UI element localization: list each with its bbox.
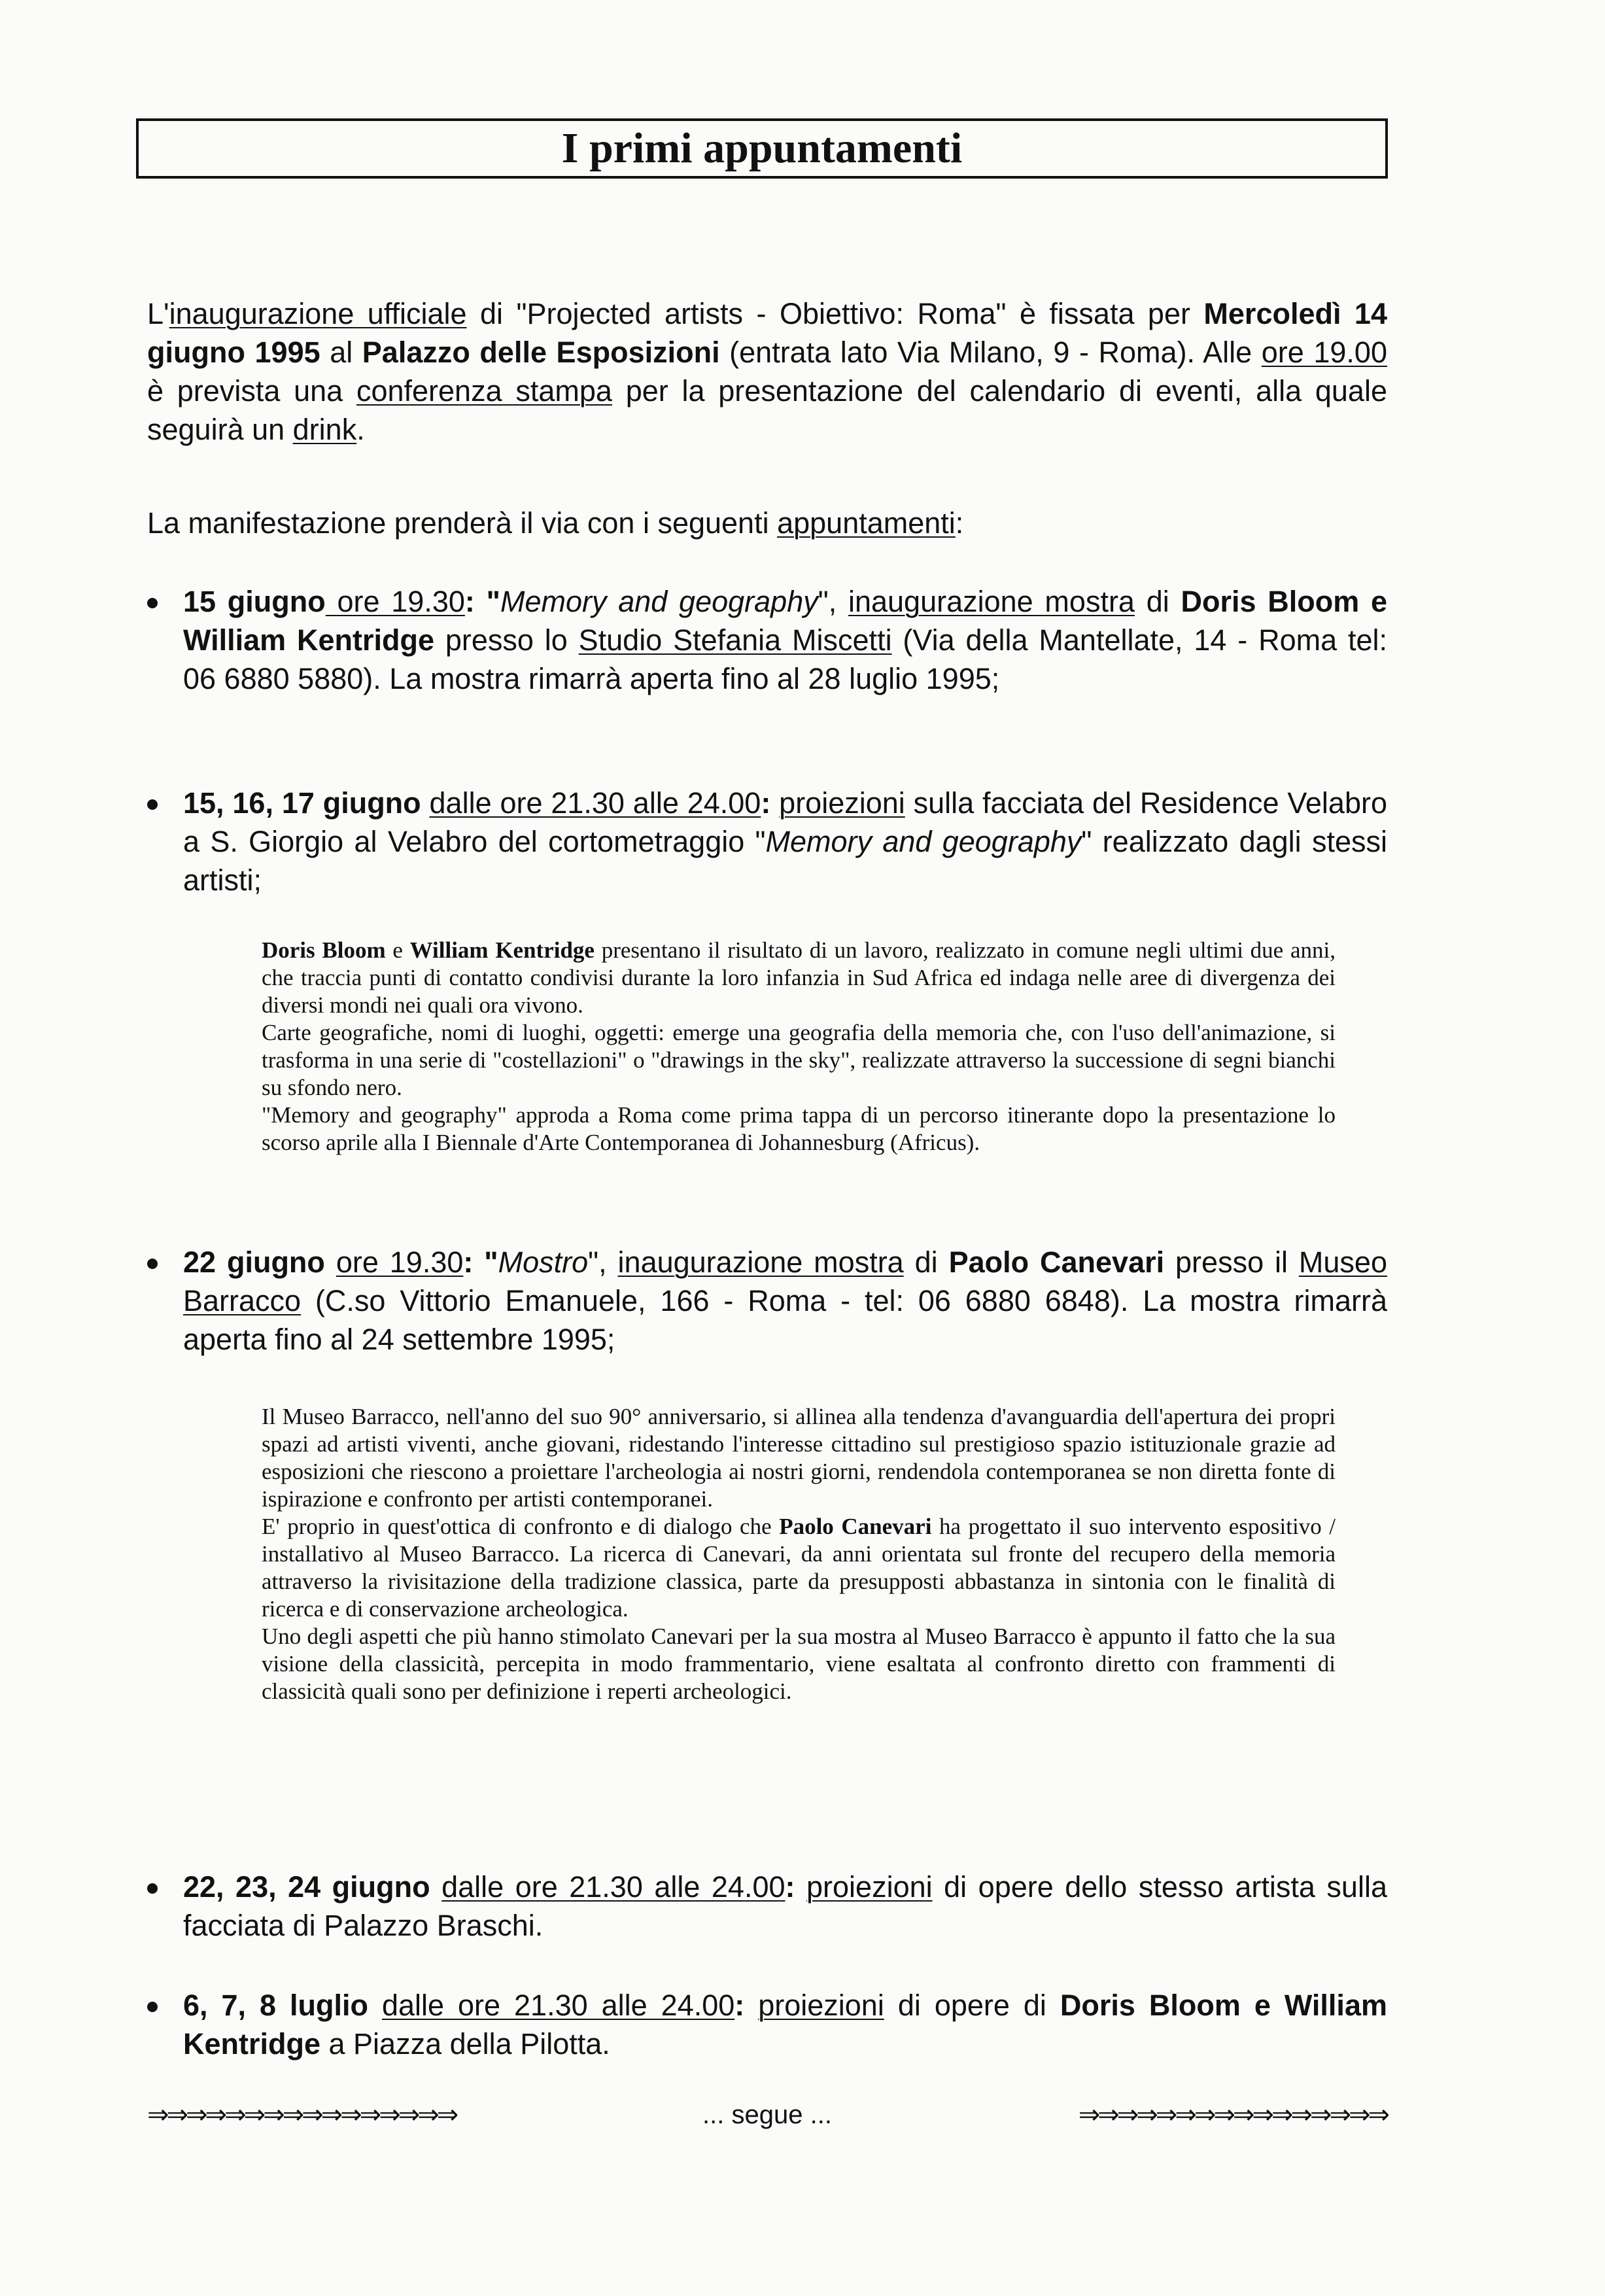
event-title: Memory and geography [500,585,818,618]
bullet-dot [147,2002,158,2012]
event-text: : " [464,585,500,618]
event-underline: proiezioni [758,1989,884,2022]
event-item [147,1986,1387,2063]
event-text: a Piazza della Pilotta. [320,2027,610,2061]
continue-label: ... segue ... [702,2100,832,2129]
event-text: presso il [1164,1245,1299,1279]
event-text: : " [463,1245,498,1279]
bullet-dot [147,799,158,810]
event-venue: Museo Barracco [183,1245,1387,1317]
event-time: dalle ore 21.30 alle 24.00 [429,786,761,820]
intro-time: ore 19.00 [1261,336,1387,369]
footer-continue [147,2100,1387,2130]
note-text: presentano il risultato di un lavoro, realizzato in comune negli ultimi due anni, che traccia punti di contatto condivisi durante la loro infanzia in Sud Africa ed indaga nelle aree di divergenza dei diversi mondi nei quali ora vivono. [262,937,1336,1018]
intro-underline-inauguration: inaugurazione ufficiale [169,297,467,330]
note-paragraph: Uno degli aspetti che più hanno stimolato Canevari per la sua mostra al Museo Barracco è appunto il fatto che la sua visione della classicità, percepita in modo frammentario, viene esaltata al confronto diretto con frammenti di classicità quali sono per definizione i reperti archeologici. [262,1624,1336,1704]
bullet-dot [147,598,158,608]
event-text: di opere dello stesso artista sulla facciata di Palazzo Braschi. [183,1870,1387,1942]
intro-venue: Palazzo delle Esposizioni [362,336,720,369]
event-item [147,1243,1387,1359]
event-underline: proiezioni [779,786,905,820]
event-artists: Doris Bloom e William Kentridge [183,585,1388,657]
arrows-right: ⇒⇒⇒⇒⇒⇒⇒⇒⇒⇒⇒⇒⇒⇒⇒⇒ [1078,2100,1387,2129]
intro-date: Mercoledì 14 giugno 1995 [147,297,1387,369]
event-date: 15, 16, 17 giugno [183,786,421,820]
event-text: sulla facciata del Residence Velabro a S. Giorgio al Velabro del cortometraggio " [183,786,1387,858]
title-box [136,118,1388,179]
intro-text: al [320,336,362,369]
intro-text: è prevista una [147,374,356,408]
event-text: : [734,1989,759,2022]
intro-paragraph [147,294,1387,449]
event-text: : [761,786,780,820]
page-title: I primi appuntamenti [561,124,963,172]
event-time: dalle ore 21.30 alle 24.00 [441,1870,785,1904]
event-text: " realizzato dagli stessi artisti; [183,825,1387,897]
note-text: E' proprio in quest'ottica di confronto e di dialogo che [262,1514,780,1539]
event-text: ", [818,585,848,618]
bullet-dot [147,1259,158,1269]
event-time: ore 19.30 [325,585,465,618]
note-artist: Paolo Canevari [779,1514,932,1539]
note-paragraph: "Memory and geography" approda a Roma come prima tappa di un percorso itinerante dopo la presentazione lo scorso aprile alla I Biennale d'Arte Contemporanea di Johannesburg (Africus). [262,1102,1336,1155]
event-artists: Paolo Canevari [948,1245,1165,1279]
event-date: 6, 7, 8 luglio [183,1989,368,2022]
intro-text: (entrata lato Via Milano, 9 - Roma). Alle [719,336,1262,369]
intro-press: conferenza stampa [356,374,612,408]
note-block [262,1403,1336,1705]
event-time: ore 19.30 [336,1245,464,1279]
arrows-left: ⇒⇒⇒⇒⇒⇒⇒⇒⇒⇒⇒⇒⇒⇒⇒⇒ [147,2100,457,2129]
event-text: presso lo [434,623,579,657]
intro-drink: drink [292,413,357,446]
note-text: e [385,937,410,963]
lead-underline: appuntamenti [777,506,956,540]
intro-text: . [356,413,365,446]
event-item [147,784,1387,899]
lead-text: La manifestazione prenderà il via con i seguenti [147,506,778,540]
event-date: 22 giugno [183,1245,325,1279]
note-paragraph [262,937,1336,1019]
note-text: ha progettato il suo intervento espositivo / installativo al Museo Barracco. La ricerca di Canevari, da anni orientata sul fronte del recupero della memoria attraverso la rivisitazione della tradizione classica, parte da presupposti abbastanza in sintonia con le finalità di ricerca e di conservazione archeologica. [262,1514,1336,1622]
event-text: (Via della Mantellate, 14 - Roma tel: 06 6880 5880). La mostra rimarrà aperta fino al 28 luglio 1995; [183,623,1388,695]
intro-text: per la presentazione del calendario di eventi, alla quale seguirà un [147,374,1387,446]
event-artists: Doris Bloom e William Kentridge [183,1989,1387,2061]
event-underline: proiezioni [806,1870,933,1904]
note-paragraph [262,1513,1336,1623]
event-date: 22, 23, 24 giugno [183,1870,430,1904]
event-venue: Studio Stefania Miscetti [578,623,892,657]
event-underline: inaugurazione mostra [848,585,1135,618]
note-paragraph: Carte geografiche, nomi di luoghi, oggetti: emerge una geografia della memoria che, con l'uso dell'animazione, si trasforma in una serie di "costellazioni" o "drawings in the sky", realizzate attraverso la successione di segni bianchi su sfondo nero. [262,1020,1336,1100]
event-text: (C.so Vittorio Emanuele, 166 - Roma - tel: 06 6880 6848). La mostra rimarrà aperta fino al 24 settembre 1995; [183,1284,1387,1356]
event-title: Mostro [498,1245,589,1279]
note-block [262,937,1336,1157]
intro-text: di "Projected artists - Obiettivo: Roma" è fissata per [466,297,1204,330]
event-item [147,582,1387,698]
event-time: dalle ore 21.30 alle 24.00 [381,1989,735,2022]
event-item [147,1868,1387,1945]
event-title: Memory and geography [765,825,1082,858]
event-underline: inaugurazione mostra [617,1245,904,1279]
note-artist: William Kentridge [409,937,595,963]
event-text: di opere di [884,1989,1060,2022]
event-date: 15 giugno [183,585,326,618]
intro-text: L' [147,297,169,330]
bullet-dot [147,1883,158,1894]
note-artist: Doris Bloom [262,937,386,963]
event-text: di [903,1245,949,1279]
note-paragraph: Il Museo Barracco, nell'anno del suo 90° anniversario, si allinea alla tendenza d'avanguardia dell'apertura dei propri spazi ad artisti viventi, anche giovani, ridestando l'interesse cittadino sul prestigioso spazio istituzionale grazie ad esposizioni che riescono a proiettare l'archeologia ai nostri giorni, rendendola contemporanea se non diretta fonte di ispirazione e confronto per artisti contemporanei. [262,1404,1336,1512]
event-text: di [1134,585,1181,618]
lead-text: : [955,506,964,540]
lead-paragraph [147,504,1387,542]
event-text: ", [588,1245,618,1279]
event-text: : [785,1870,807,1904]
